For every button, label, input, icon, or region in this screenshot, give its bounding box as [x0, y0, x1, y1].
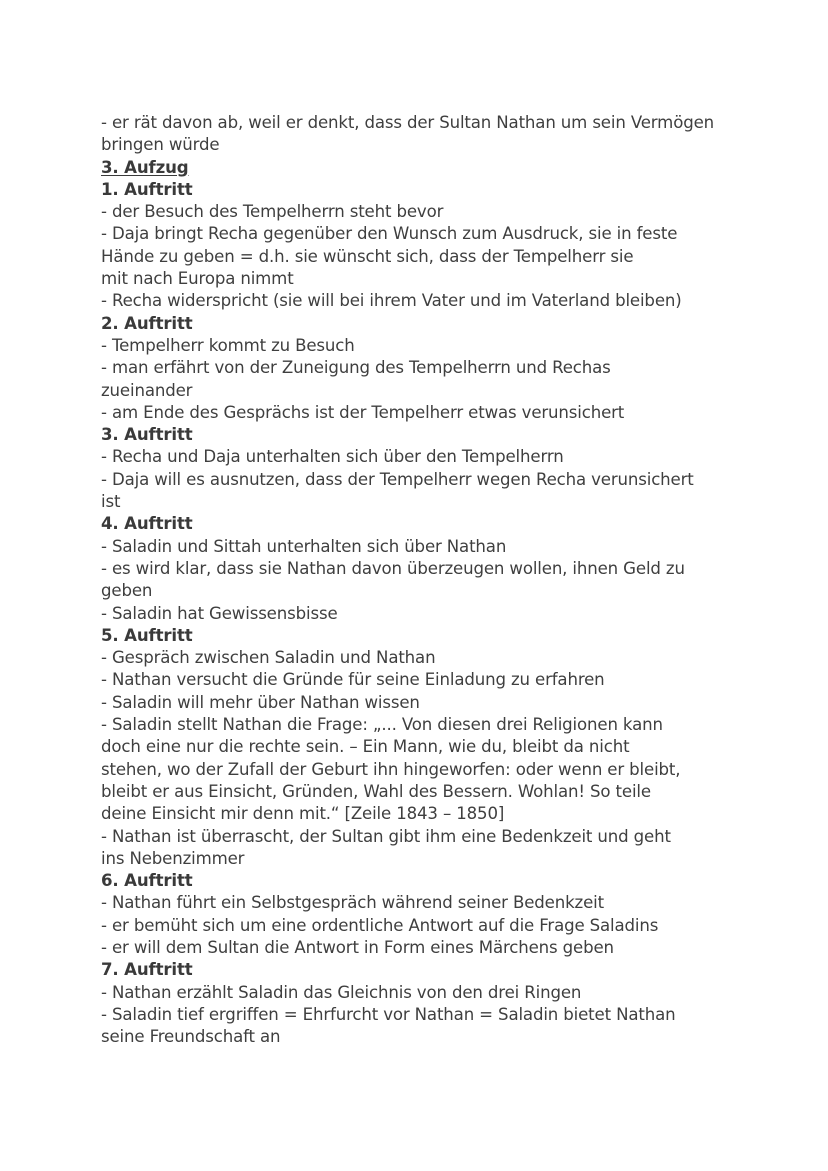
text-line: - Saladin tief ergriffen = Ehrfurcht vor Nathan = Saladin bietet Nathan	[101, 1004, 676, 1024]
text-line: zueinander	[101, 380, 193, 400]
text-line: seine Freundschaft an	[101, 1027, 281, 1047]
text-line: - Daja will es ausnutzen, dass der Tempelherr wegen Recha verunsichert	[101, 469, 694, 489]
text-line: - Saladin will mehr über Nathan wissen	[101, 692, 420, 712]
text-line: - man erfährt von der Zuneigung des Tempelherrn und Rechas	[101, 358, 611, 378]
text-line: - er bemüht sich um eine ordentliche Antwort auf die Frage Saladins	[101, 915, 659, 935]
text-line: deine Einsicht mir denn mit.“ [Zeile 1843 – 1850]	[101, 804, 505, 824]
text-line: - Daja bringt Recha gegenüber den Wunsch zum Ausdruck, sie in feste	[101, 224, 678, 244]
auftritt-heading: 4. Auftritt	[101, 514, 193, 534]
text-line: - Nathan erzählt Saladin das Gleichnis von den drei Ringen	[101, 982, 582, 1002]
text-line: - es wird klar, dass sie Nathan davon überzeugen wollen, ihnen Geld zu	[101, 558, 685, 578]
text-line: mit nach Europa nimmt	[101, 269, 294, 289]
text-line: - Saladin und Sittah unterhalten sich über Nathan	[101, 536, 507, 556]
intro-line: bringen würde	[101, 135, 220, 155]
auftritt-heading: 6. Auftritt	[101, 871, 193, 891]
aufzug-heading: 3. Aufzug	[101, 157, 189, 177]
text-line: stehen, wo der Zufall der Geburt ihn hingeworfen: oder wenn er bleibt,	[101, 759, 681, 779]
text-line: - Nathan ist überrascht, der Sultan gibt ihm eine Bedenkzeit und geht	[101, 826, 671, 846]
text-line: - Saladin hat Gewissensbisse	[101, 603, 338, 623]
text-line: - er will dem Sultan die Antwort in Form eines Märchens geben	[101, 937, 614, 957]
auftritt-heading: 3. Auftritt	[101, 425, 193, 445]
auftritt-heading: 1. Auftritt	[101, 179, 193, 199]
intro-line: - er rät davon ab, weil er denkt, dass der Sultan Nathan um sein Vermögen	[101, 113, 715, 132]
text-line: - Recha und Daja unterhalten sich über den Tempelherrn	[101, 447, 564, 467]
text-line: ist	[101, 492, 121, 512]
text-line: bleibt er aus Einsicht, Gründen, Wahl des Bessern. Wohlan! So teile	[101, 781, 651, 801]
text-line: - Nathan versucht die Gründe für seine Einladung zu erfahren	[101, 670, 605, 690]
text-line: - der Besuch des Tempelherrn steht bevor	[101, 202, 444, 222]
text-line: - Nathan führt ein Selbstgespräch während seiner Bedenkzeit	[101, 893, 604, 913]
text-line: ins Nebenzimmer	[101, 848, 245, 868]
text-line: - Saladin stellt Nathan die Frage: „... Von diesen drei Religionen kann	[101, 715, 663, 735]
text-line: geben	[101, 581, 153, 601]
text-line: - Gespräch zwischen Saladin und Nathan	[101, 648, 436, 668]
document-body	[101, 112, 721, 1048]
auftritt-heading: 5. Auftritt	[101, 625, 193, 645]
text-line: Hände zu geben = d.h. sie wünscht sich, dass der Tempelherr sie	[101, 246, 634, 266]
text-line: - Recha widerspricht (sie will bei ihrem Vater und im Vaterland bleiben)	[101, 291, 682, 311]
auftritt-heading: 7. Auftritt	[101, 960, 193, 980]
auftritt-heading: 2. Auftritt	[101, 313, 193, 333]
text-line: - Tempelherr kommt zu Besuch	[101, 335, 355, 355]
text-line: doch eine nur die rechte sein. – Ein Mann, wie du, bleibt da nicht	[101, 737, 630, 757]
text-line: - am Ende des Gesprächs ist der Tempelherr etwas verunsichert	[101, 402, 625, 422]
